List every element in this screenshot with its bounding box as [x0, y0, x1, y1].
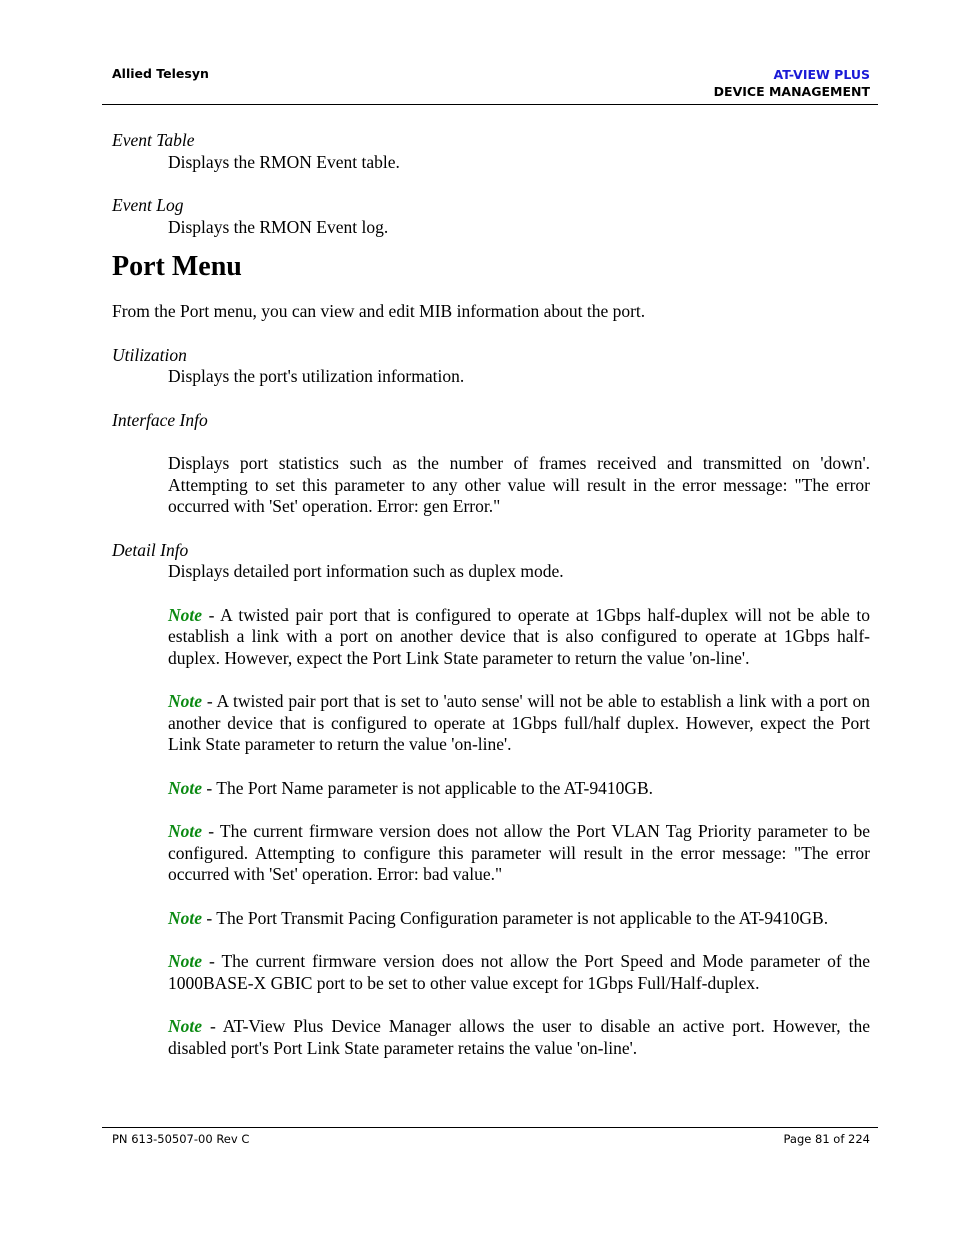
- section-title: Port Menu: [112, 251, 242, 282]
- note-label: Note: [168, 907, 203, 928]
- desc-detail-info: Displays detailed port information such as duplex mode.: [168, 561, 564, 581]
- note-1: [112, 605, 870, 670]
- note-text: - The Port Transmit Pacing Configuration parameter is not applicable to the AT-9410GB.: [202, 907, 829, 928]
- note-label: Note: [168, 1016, 203, 1036]
- note-text: - A twisted pair port that is configured to operate at 1Gbps half-duplex will not be able to establish a link with a port on another device that is also configured to operate at 1Gbps half-duplex. However, expect the Port Link State parameter to return the value 'on-line'.: [168, 604, 870, 668]
- footer-part-number: PN 613-50507-00 Rev C: [112, 1132, 250, 1146]
- footer-page-number: Page 81 of 224: [783, 1132, 870, 1146]
- note-6: [112, 951, 870, 994]
- note-text: - AT-View Plus Device Manager allows the user to disable an active port. However, the disabled port's Port Link State parameter retains the value 'on-line'.: [168, 1016, 870, 1058]
- desc-utilization: Displays the port's utilization information.: [168, 366, 465, 386]
- desc-event-table: Displays the RMON Event table.: [168, 151, 400, 172]
- term-interface-info: Interface Info: [112, 409, 208, 430]
- term-detail-info: Detail Info: [112, 539, 189, 560]
- note-text: - The Port Name parameter is not applicable to the AT-9410GB.: [202, 777, 654, 798]
- header-section: DEVICE MANAGEMENT: [713, 84, 870, 99]
- header-product: AT-VIEW PLUS: [773, 67, 870, 82]
- note-4: [112, 821, 870, 886]
- note-label: Note: [168, 951, 203, 971]
- term-event-log: Event Log: [112, 195, 184, 215]
- note-5: [112, 908, 870, 930]
- intro-paragraph: From the Port menu, you can view and edit MIB information about the port.: [112, 301, 646, 321]
- note-label: Note: [168, 821, 203, 841]
- desc-event-log: Displays the RMON Event log.: [168, 216, 389, 237]
- header-rule: [102, 104, 878, 105]
- note-text: - The current firmware version does not allow the Port VLAN Tag Priority parameter to be configured. Attempting to configure this parameter will result in the error message: "The error occurred with 'Set' operation. Error: bad value.": [168, 821, 870, 884]
- term-utilization: Utilization: [112, 344, 187, 365]
- page-content: [112, 130, 870, 1059]
- note-7: [112, 1016, 870, 1059]
- desc-interface-info: Displays port statistics such as the number of frames received and transmitted on 'down'. Attempting to set this parameter to any other value will result in the error message: "The error occurred with 'Set' operation. Error: gen Error.": [168, 453, 870, 516]
- footer-rule: [102, 1127, 878, 1128]
- note-label: Note: [168, 691, 203, 711]
- note-text: - A twisted pair port that is set to 'auto sense' will not be able to establish a link with a port on another device that is configured to operate at 1Gbps full/half duplex. However, expect the Port Link State parameter to return the value 'on-line'.: [168, 691, 870, 754]
- note-2: [112, 691, 870, 756]
- note-3: [112, 778, 870, 800]
- note-text: - The current firmware version does not allow the Port Speed and Mode parameter of the 1000BASE-X GBIC port to be set to other value except for 1Gbps Full/Half-duplex.: [168, 951, 870, 993]
- note-label: Note: [168, 777, 203, 798]
- term-event-table: Event Table: [112, 130, 195, 150]
- header-right: [714, 66, 870, 100]
- header-company: Allied Telesyn: [112, 66, 209, 81]
- note-label: Note: [168, 604, 203, 625]
